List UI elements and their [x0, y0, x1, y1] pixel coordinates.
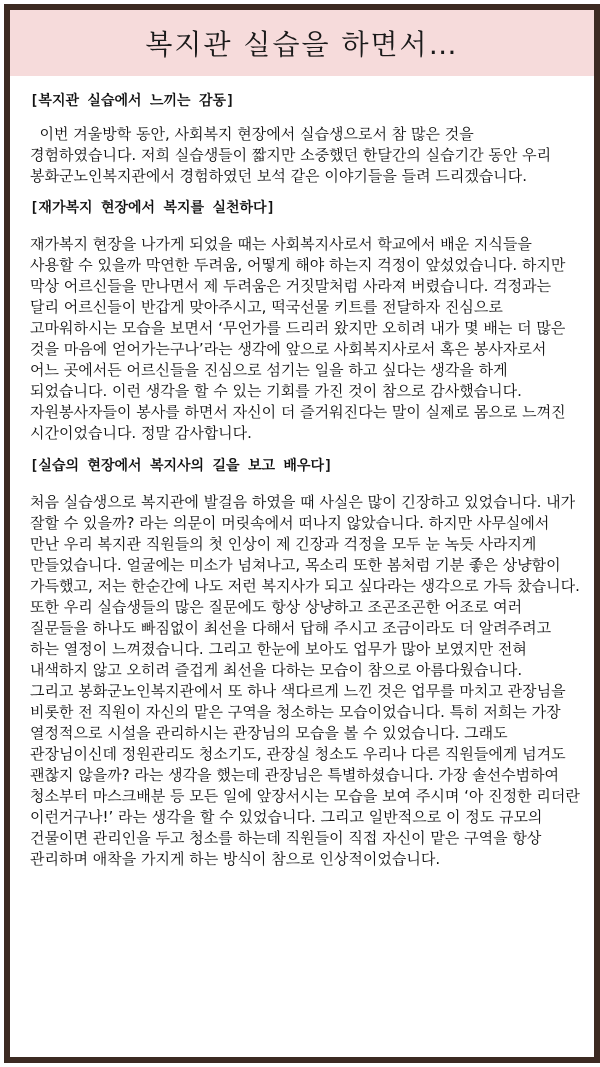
section-learning	[30, 457, 580, 870]
section-paragraph: 그리고 봉화군노인복지관에서 또 하나 색다르게 느낀 것은 업무를 마치고 관장님을 비롯한 전 직원이 자신의 맡은 구역을 청소하는 모습이었습니다. 특히 저희는 가장 열정적으로 시설을 관리하시는 관장님의 모습을 볼 수 있었습니다. 그래도 관장님이신데 정원관리도 청소기도, 관장실 청소도 우리나 다른 직원들에게 넘겨도 괜찮지 않을까? 라는 생각을 했는데 관장님은 특별하셨습니다. 가장 솔선수범하여 청소부터 마스크배분 등 모든 일에 앞장서시는 모습을 보여 주시며 ‘아 진정한 리더란 이런거구나!’ 라는 생각을 할 수 있었습니다. 그리고 일반적으로 이 정도 규모의 건물이면 관리인을 두고 청소를 하는데 직원들이 직접 자신이 맡은 구역을 항상 관리하며 애착을 가지게 하는 방식이 참으로 인상적이었습니다.	[30, 682, 580, 868]
section-paragraph: 처음 실습생으로 복지관에 발걸음 하였을 때 사실은 많이 긴장하고 있었습니다. 내가 잘할 수 있을까? 라는 의문이 머릿속에서 떠나지 않았습니다. 하지만 사무실에서 만난 우리 복지관 직원들의 첫 인상이 제 긴장과 걱정을 모두 눈 녹듯 사라지게 만들었습니다. 얼굴에는 미소가 넘쳐나고, 목소리 또한 봄처럼 기분 좋은 상냥함이 가득했고, 저는 한순간에 나도 저런 복지사가 되고 싶다라는 생각으로 가득 찼습니다. 또한 우리 실습생들의 많은 질문에도 항상 상냥하고 조곤조곤한 어조로 여러 질문들을 하나도 빠짐없이 최선을 다해서 답해 주시고 조금이라도 더 알려주려고 하는 열정이 느껴졌습니다. 그리고 한눈에 보아도 업무가 많아 보였지만 전혀 내색하지 않고 오히려 즐겁게 최선을 다하는 모습이 참으로 아름다웠습니다.	[30, 493, 580, 679]
section-heading: [복지관 실습에서 느끼는 감동]	[30, 93, 235, 109]
section-paragraph: 이번 겨울방학 동안, 사회복지 현장에서 실습생으로서 참 많은 것을 경험하였습니다. 저희 실습생들이 짧지만 소중했던 한달간의 실습기간 동안 우리 봉화군노인복지관에서 경험하였던 보석 같은 이야기들을 들려 드리겠습니다.	[30, 125, 556, 185]
section-paragraph: 재가복지 현장을 나가게 되었을 때는 사회복지사로서 학교에서 배운 지식들을 사용할 수 있을까 막연한 두려움, 어떻게 해야 하는지 걱정이 앞섰었습니다. 하지만 막상 어르신들을 만나면서 제 두려움은 거짓말처럼 사라져 버렸습니다. 걱정과는 달리 어르신들이 반갑게 맞아주시고, 떡국선물 키트를 전달하자 진심으로 고마워하시는 모습을 보면서 ‘무언가를 드리러 왔지만 오히려 내가 몇 배는 더 많은 것을 마음에 얻어가는구나’라는 생각에 앞으로 사회복지사로서 혹은 봉사자로서 어느 곳에서든 어르신들을 진심으로 섬기는 일을 하고 싶다는 생각을 하게 되었습니다. 이런 생각을 할 수 있는 기회를 가진 것이 참으로 감사했습니다. 자원봉사자들이 봉사를 하면서 자신이 더 즐거워진다는 말이 실제로 몸으로 느껴진 시간이었습니다. 정말 감사합니다.	[30, 235, 566, 442]
section-heading: [재가복지 현장에서 복지를 실천하다]	[30, 200, 276, 216]
page-title: 복지관 실습을 하면서…	[145, 28, 459, 61]
title-banner	[10, 10, 594, 76]
section-home-welfare	[30, 199, 580, 444]
article-frame	[4, 4, 600, 1063]
section-heading: [실습의 현장에서 복지사의 길을 보고 배우다]	[30, 458, 333, 474]
article-body	[30, 92, 580, 870]
section-impression	[30, 92, 580, 187]
